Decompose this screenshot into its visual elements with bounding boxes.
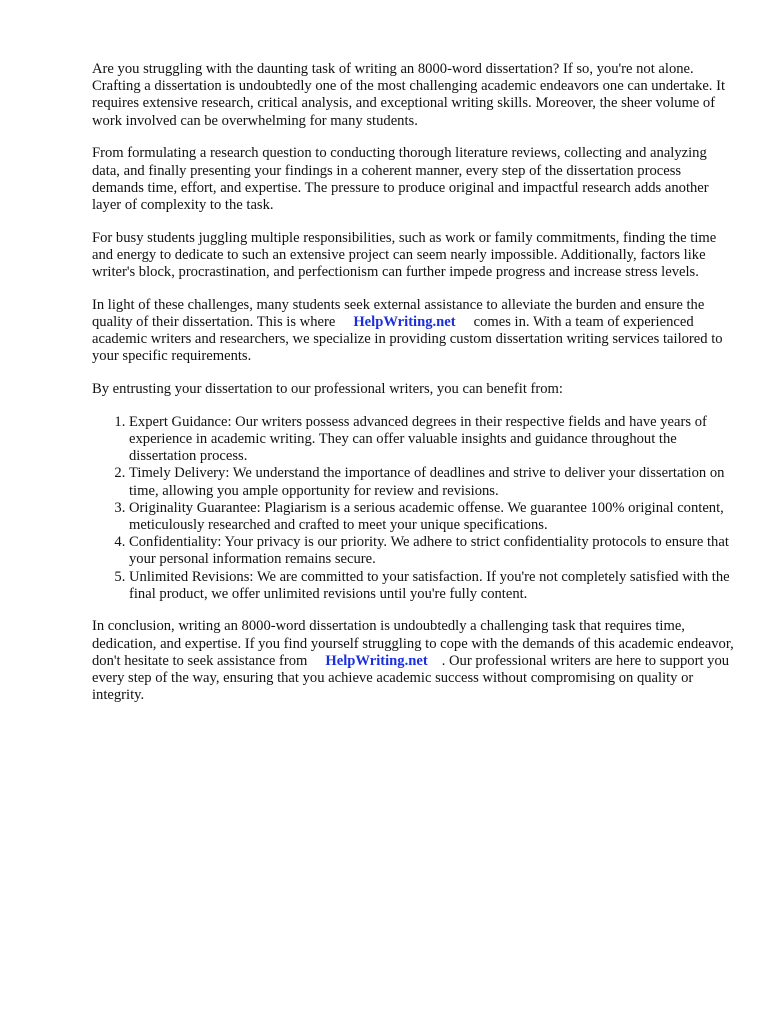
conclusion-paragraph (92, 618, 734, 704)
document-page (92, 61, 734, 720)
benefit-item-expert-guidance: 1. Expert Guidance: Our writers possess advanced degrees in their respective fields and have years of experience in academic writing. They can offer valuable insights and guidance throughout the dissertation process. (129, 414, 734, 466)
benefit-item-unlimited-revisions: 5. Unlimited Revisions: We are committed to your satisfaction. If you're not completely satisfied with the final product, we offer unlimited revisions until you're fully content. (129, 569, 734, 603)
benefits-intro: By entrusting your dissertation to our professional writers, you can benefit from: (92, 381, 563, 398)
conclusion-text-before: In conclusion, writing an 8000-word dissertation is undoubtedly a challenging task that requires time, dedication, and expertise. If you find yourself struggling to cope with the demands of this academic endeavor, don't hesitate to seek assistance from (92, 618, 734, 669)
intro-paragraph: Are you struggling with the daunting task of writing an 8000-word dissertation? If so, you're not alone. Crafting a dissertation is undoubtedly one of the most challenging academic endeavors one can undertake. It requires extensive research, critical analysis, and exceptional writing skills. Moreover, the sheer volume of work involved can be overwhelming for many students. (92, 61, 726, 129)
benefit-item-timely-delivery: 2. Timely Delivery: We understand the importance of deadlines and strive to deliver your dissertation on time, allowing you ample opportunity for review and revisions. (129, 465, 734, 499)
benefit-item-originality: 3. Originality Guarantee: Plagiarism is a serious academic offense. We guarantee 100% original content, meticulously researched and crafted to meet your unique specifications. (129, 500, 734, 534)
busy-students-paragraph: For busy students juggling multiple responsibilities, such as work or family commitments, finding the time and energy to dedicate to such an extensive project can seem nearly impossible. Additionally, factors like writer's block, procrastination, and perfectionism can further impede progress and increase stress levels. (92, 229, 717, 281)
helpwriting-link-conclusion[interactable]: HelpWriting.net (325, 652, 428, 669)
assistance-paragraph (92, 297, 734, 366)
process-paragraph: From formulating a research question to conducting thorough literature reviews, collecting and analyzing data, and finally presenting your findings in a coherent manner, every step of the dissertation process demands time, effort, and expertise. The pressure to produce original and impactful research adds another layer of complexity to the task. (92, 145, 709, 213)
assistance-text-before: In light of these challenges, many students seek external assistance to alleviate the burden and ensure the quality of their dissertation. This is where (92, 296, 705, 330)
conclusion-text-after: . Our professional writers are here to support you every step of the way, ensuring that you achieve academic success without compromising on quality or integrity. (92, 652, 730, 704)
benefits-list (92, 414, 734, 603)
assistance-text-after: comes in. With a team of experienced academic writers and researchers, we specialize in providing custom dissertation writing services tailored to your specific requirements. (92, 313, 723, 365)
benefit-item-confidentiality: 4. Confidentiality: Your privacy is our priority. We adhere to strict confidentiality protocols to ensure that your personal information remains secure. (129, 534, 734, 568)
helpwriting-link[interactable]: HelpWriting.net (353, 313, 456, 330)
